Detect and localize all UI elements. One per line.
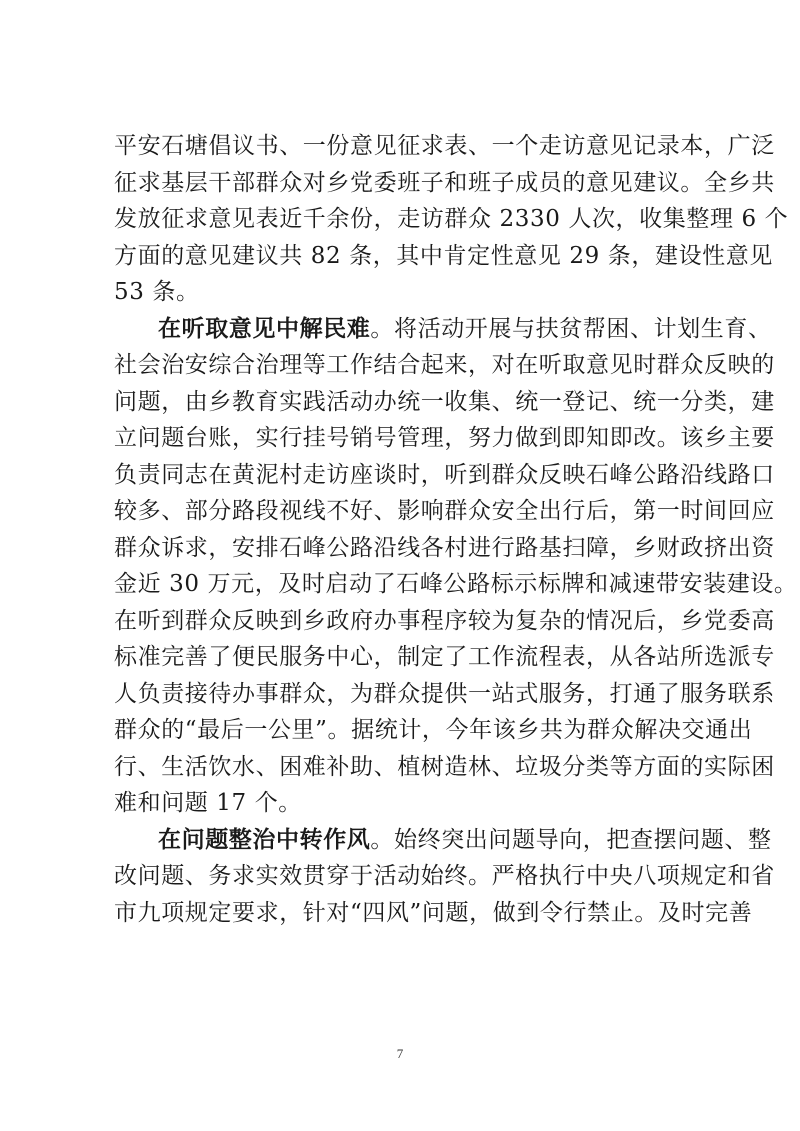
text-line: 较多、部分路段视线不好、影响群众安全出行后，第一时间回应 (114, 498, 775, 524)
page-number: 7 (396, 1046, 404, 1061)
text-line: 社会治安综合治理等工作结合起来，对在听取意见时群众反映的 (114, 352, 775, 378)
text-run: 。始终突出问题导向，把查摆问题、整 (370, 826, 772, 853)
paragraph (114, 311, 798, 822)
paragraph (114, 822, 775, 932)
text-line: 市九项规定要求，针对“四风”问题，做到令行禁止。及时完善 (114, 899, 753, 926)
text-line: 问题，由乡教育实践活动办统一收集、统一登记、统一分类，建 (114, 388, 775, 415)
text-line: 群众的“最后一公里”。据统计，今年该乡共为群众解决交通出 (114, 717, 753, 743)
text-line: 金近 30 万元，及时启动了石峰公路标示标牌和减速带安装建设。 (114, 571, 798, 597)
text-line: 难和问题 17 个。 (114, 790, 302, 816)
text-run: 。将活动开展与扶贫帮困、计划生育、 (370, 315, 772, 342)
text-line: 行、生活饮水、困难补助、植树造林、垃圾分类等方面的实际困 (114, 753, 775, 780)
text-line: 53 条。 (114, 279, 200, 305)
text-line: 群众诉求，安排石峰公路沿线各村进行路基扫障，乡财政挤出资 (114, 534, 775, 561)
paragraph-heading: 在听取意见中解民难 (158, 314, 371, 342)
body-text (114, 128, 798, 931)
text-line: 人负责接待办事群众，为群众提供一站式服务，打通了服务联系 (114, 680, 775, 707)
text-line: 平安石塘倡议书、一份意见征求表、一个走访意见记录本，广泛 (114, 133, 775, 159)
text-line: 立问题台账，实行挂号销号管理，努力做到即知即改。该乡主要 (114, 425, 775, 451)
text-line: 改问题、务求实效贯穿于活动始终。严格执行中央八项规定和省 (114, 863, 775, 889)
text-line: 在听到群众反映到乡政府办事程序较为复杂的情况后，乡党委高 (114, 607, 775, 634)
text-line (114, 822, 772, 859)
text-line: 征求基层干部群众对乡党委班子和班子成员的意见建议。全乡共 (114, 169, 775, 196)
text-line: 负责同志在黄泥村走访座谈时，听到群众反映石峰公路沿线路口 (114, 461, 775, 488)
text-line (114, 311, 772, 348)
paragraph (114, 128, 789, 311)
paragraph-heading: 在问题整治中转作风 (158, 825, 371, 853)
text-line: 发放征求意见表近千余份，走访群众 2330 人次，收集整理 6 个 (114, 206, 789, 232)
text-line: 标准完善了便民服务中心，制定了工作流程表，从各站所选派专 (114, 644, 775, 670)
text-line: 方面的意见建议共 82 条，其中肯定性意见 29 条，建设性意见 (114, 242, 773, 269)
